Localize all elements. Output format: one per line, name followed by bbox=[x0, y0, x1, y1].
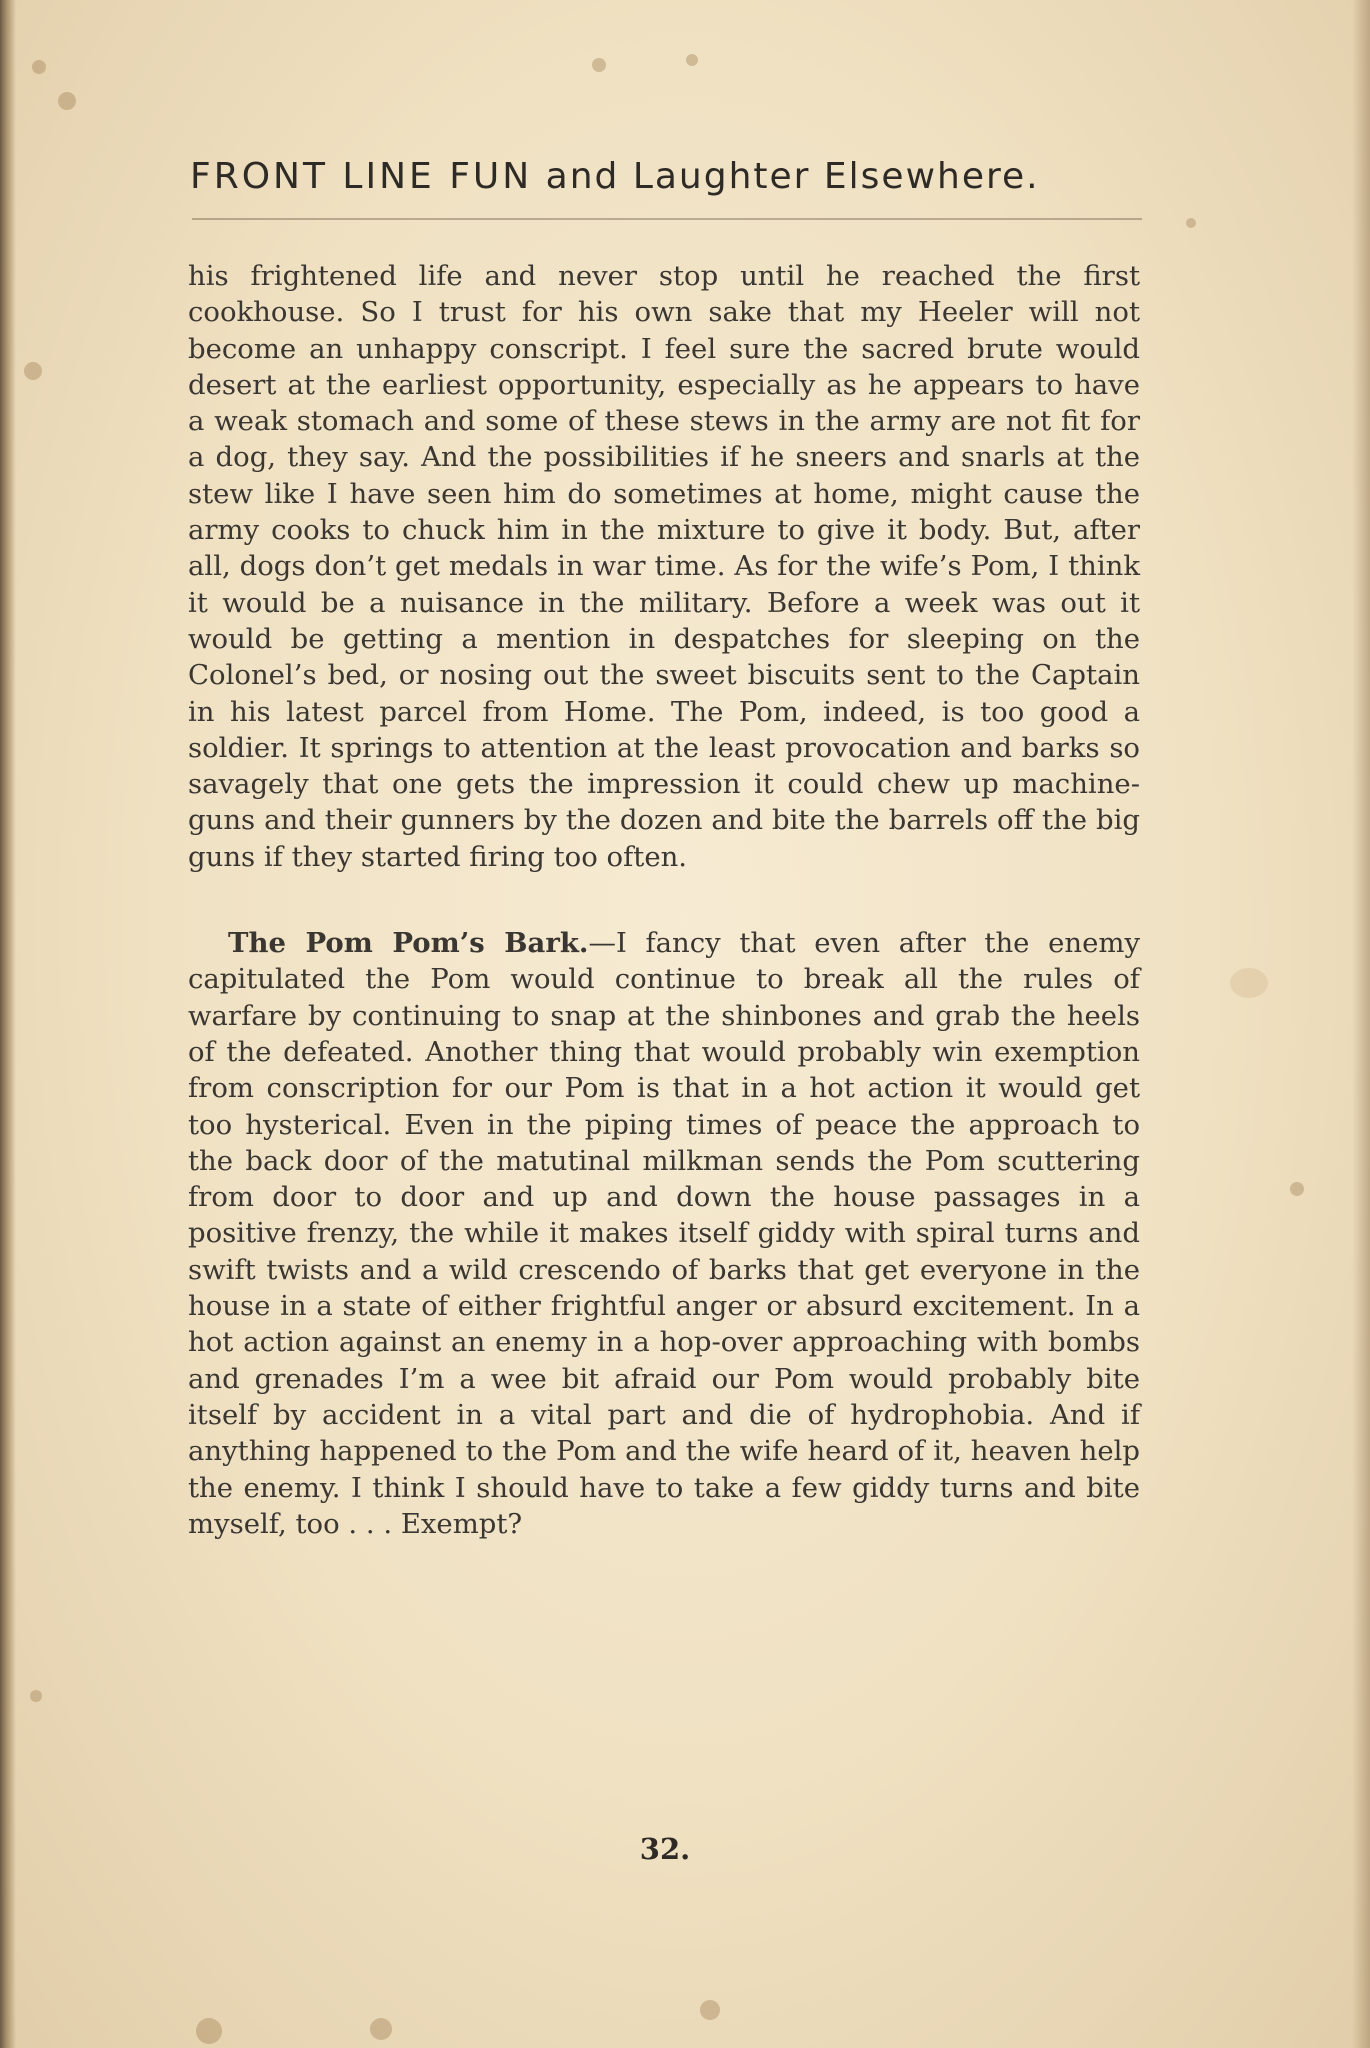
paragraph-2 bbox=[188, 925, 1140, 1542]
foxing-spot bbox=[686, 54, 698, 66]
foxing-spot bbox=[196, 2018, 222, 2044]
running-head-rest: and Laughter Elsewhere. bbox=[532, 156, 1040, 197]
paragraph-2-text: —I fancy that even after the enemy capitulated the Pom would continue to break all the rules of warfare by continuing to snap at the shinbones and grab the heels of the defeated. Another thing that would probably win exemption from conscription for our Pom is that in a hot action it would get too hysterical. Even in the piping times of peace the approach to the back door of the matutinal milkman sends the Pom scuttering from door to door and up and down the house passages in a positive frenzy, the while it makes itself giddy with spiral turns and swift twists and a wild crescendo of barks that get everyone in the house in a state of either frightful anger or absurd excitement. In a hot action against an enemy in a hop-over approaching with bombs and grenades I’m a wee bit afraid our Pom would probably bite itself by accident in a vital part and die of hydrophobia. And if anything happened to the Pom and the wife heard of it, heaven help the enemy. I think I should have to take a few giddy turns and bite myself, too . . . Exempt? bbox=[188, 927, 1140, 1540]
running-head-caps: FRONT LINE FUN bbox=[190, 156, 533, 197]
body-text bbox=[188, 258, 1140, 1542]
foxing-spot bbox=[1290, 1182, 1304, 1196]
foxing-spot bbox=[1186, 218, 1196, 228]
running-head bbox=[190, 156, 1150, 197]
paragraph-1: his frightened life and never stop until he reached the first cookhouse. So I trust for his own sake that my Heeler will not become an unhappy conscript. I feel sure the sacred brute would desert at the earliest opportunity, especially as he appears to have a weak stomach and some of these stews in the army are not fit for a dog, they say. And the possibilities if he sneers and snarls at the stew like I have seen him do sometimes at home, might cause the army cooks to chuck him in the mixture to give it body. But, after all, dogs don’t get medals in war time. As for the wife’s Pom, I think it would be a nuisance in the military. Before a week was out it would be getting a mention in despatches for sleeping on the Colonel’s bed, or nosing out the sweet biscuits sent to the Captain in his latest parcel from Home. The Pom, indeed, is too good a soldier. It springs to attention at the least provocation and barks so savagely that one gets the impression it could chew up machineguns and their gunners by the dozen and bite the barrels off the big guns if they started firing too often. bbox=[188, 260, 1140, 873]
foxing-spot bbox=[592, 58, 606, 72]
paragraph-2-heading: The Pom Pom’s Bark. bbox=[228, 927, 589, 960]
foxing-spot bbox=[1230, 968, 1268, 998]
page-right-edge bbox=[1352, 0, 1370, 2048]
foxing-spot bbox=[58, 92, 76, 110]
foxing-spot bbox=[32, 60, 46, 74]
foxing-spot bbox=[700, 2000, 720, 2020]
page-binding-edge bbox=[0, 0, 16, 2048]
page-number: 32. bbox=[639, 1832, 691, 1866]
foxing-spot bbox=[30, 1690, 42, 1702]
foxing-spot bbox=[24, 362, 42, 380]
header-rule bbox=[192, 218, 1142, 220]
foxing-spot bbox=[370, 2018, 392, 2040]
